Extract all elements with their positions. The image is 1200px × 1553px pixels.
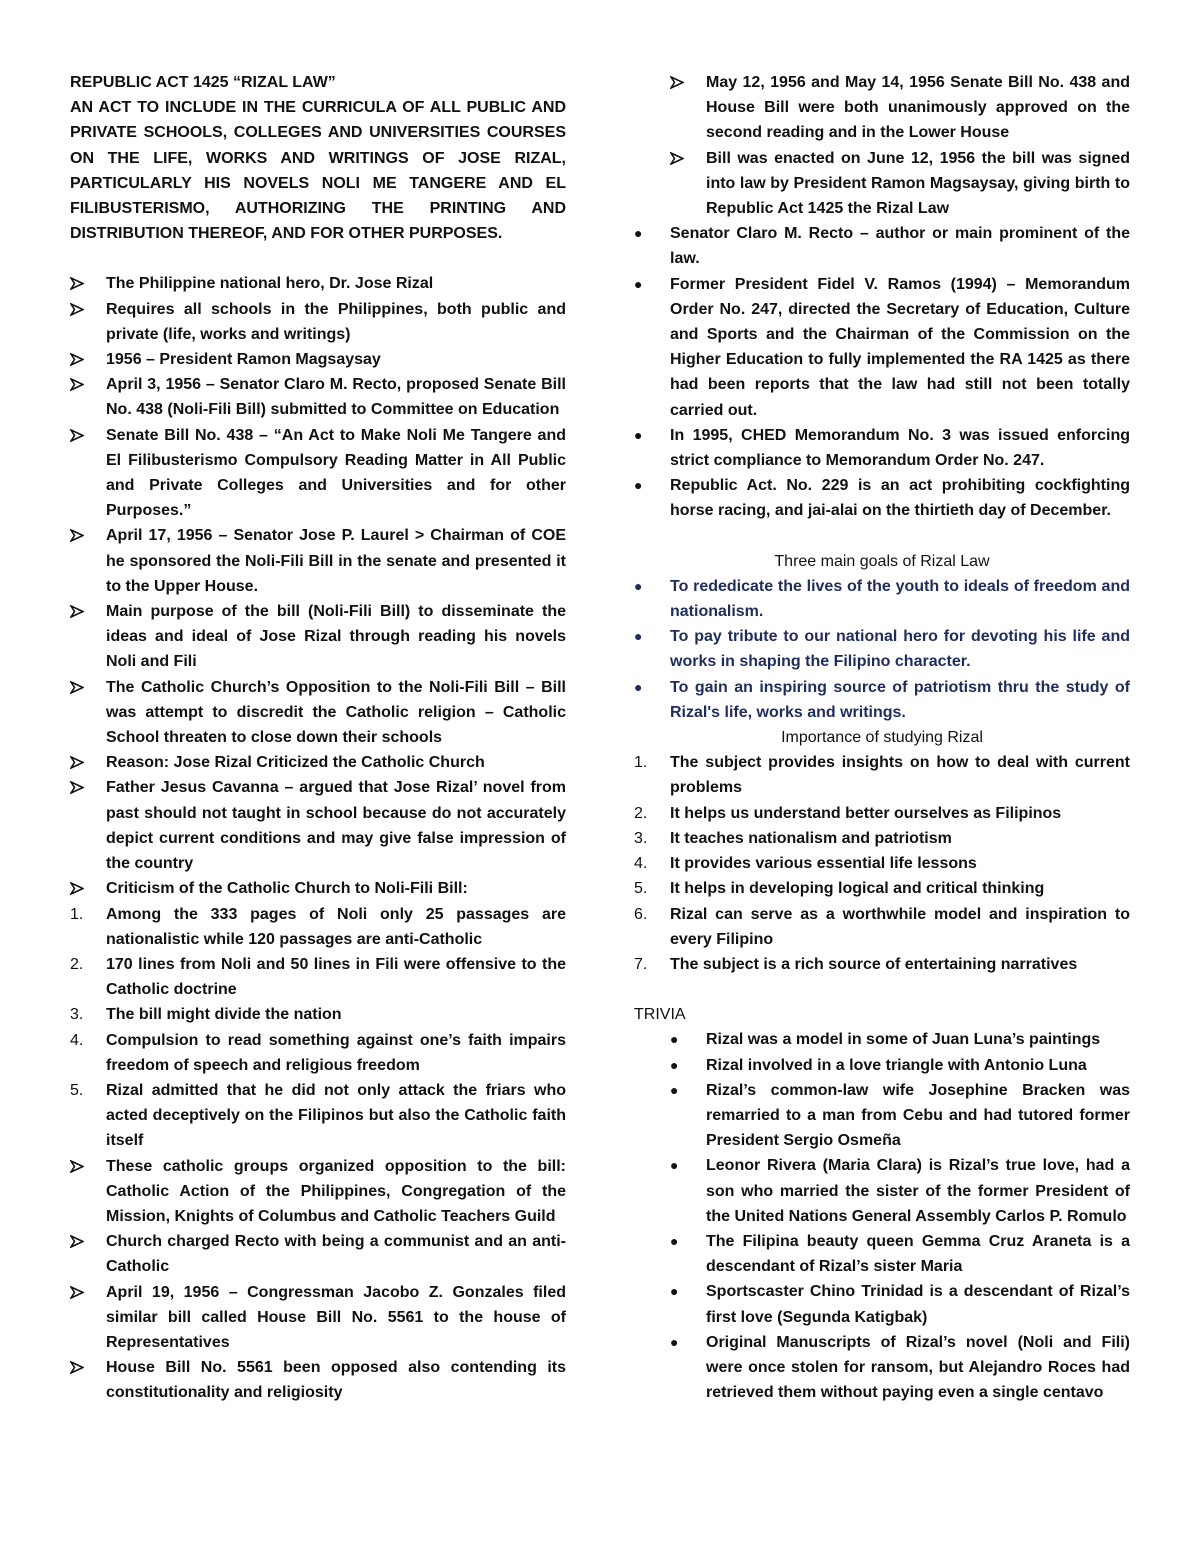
round-bullet-icon: ● [670,1157,679,1174]
list-item-text: May 12, 1956 and May 14, 1956 Senate Bill No. 438 and House Bill were both unanimously approved on the second reading and in the Lower House [706,74,1130,142]
list-item [70,1229,566,1279]
list-item [70,1078,566,1154]
list-item-text: The subject provides insights on how to deal with current problems [670,754,1130,797]
list-number: 1. [70,905,84,923]
enactment-arrow-list [670,70,1130,221]
list-item [70,271,566,296]
goals-bullet-list [634,574,1130,725]
list-number: 4. [70,1031,84,1049]
list-item-text: April 3, 1956 – Senator Claro M. Recto, proposed Senate Bill No. 438 (Noli-Fili Bill) submitted to Committee on Education [106,376,566,419]
list-number: 3. [70,1006,84,1024]
list-item-text: Criticism of the Catholic Church to Noli-Fili Bill: [106,880,468,898]
arrow-bullet-icon [70,1355,84,1374]
list-item [634,851,1130,876]
history-arrow-list-continued [70,1154,566,1406]
round-bullet-icon: ● [634,275,643,292]
list-item [634,624,1130,674]
list-item-text: The subject is a rich source of entertaining narratives [670,955,1078,973]
list-item [670,1279,1130,1329]
list-item [634,801,1130,826]
list-number: 5. [634,880,648,898]
arrow-bullet-icon [70,599,84,618]
list-item [634,876,1130,901]
list-item-text: It helps in developing logical and critical thinking [670,880,1045,898]
list-item-text: Leonor Rivera (Maria Clara) is Rizal’s true love, had a son who married the sister of the former President of the United Nations General Assembly Carlos P. Romulo [706,1157,1130,1225]
round-bullet-icon: ● [670,1283,679,1300]
document-subtitle: AN ACT TO INCLUDE IN THE CURRICULA OF ALL PUBLIC AND PRIVATE SCHOOLS, COLLEGES AND UNIVERSITIES COURSES ON THE LIFE, WORKS AND WRITINGS OF JOSE RIZAL, PARTICULARLY HIS NOVELS NOLI ME TANGERE AND EL FILIBUSTERISMO, AUTHORIZING THE PRINTING AND DISTRIBUTION THEREOF, AND FOR OTHER PURPOSES. [70,99,566,243]
arrow-bullet-icon [70,523,84,542]
list-item [670,1078,1130,1154]
implementation-bullet-list [634,221,1130,523]
trivia-heading: TRIVIA [634,1006,686,1024]
round-bullet-icon: ● [634,426,643,443]
round-bullet-icon: ● [634,477,643,494]
list-item-text: Requires all schools in the Philippines, both public and private (life, works and writings) [106,300,566,343]
list-item [670,146,1130,222]
list-item [634,423,1130,473]
list-item [634,473,1130,523]
list-item-text: The Philippine national hero, Dr. Jose Rizal [106,275,434,293]
list-item [70,372,566,422]
importance-numbered-list [634,750,1130,977]
list-item-text: Original Manuscripts of Rizal’s novel (Noli and Fili) were once stolen for ransom, but Alejandro Roces had retrieved them without paying even a single centavo [706,1333,1130,1402]
arrow-bullet-icon [70,750,84,769]
list-item [634,574,1130,624]
list-item-text: To gain an inspiring source of patriotism thru the study of Rizal's life, works and writings. [670,678,1130,721]
list-item [634,272,1130,423]
round-bullet-icon: ● [634,678,643,695]
list-item-text: In 1995, CHED Memorandum No. 3 was issued enforcing strict compliance to Memorandum Order No. 247. [670,426,1130,470]
list-number: 6. [634,905,648,923]
list-item [670,1229,1130,1279]
list-item-text: These catholic groups organized opposition to the bill: Catholic Action of the Philippines, Congregation of the Mission, Knights of Columbus and Catholic Teachers Guild [106,1157,566,1225]
document-title: REPUBLIC ACT 1425 “RIZAL LAW” [70,74,336,91]
spacer [634,977,1130,1002]
list-item [634,675,1130,725]
list-number: 3. [634,829,648,847]
list-item-text: Republic Act. No. 229 is an act prohibiting cockfighting horse racing, and jai-alai on the thirtieth day of December. [670,477,1130,520]
list-item-text: Rizal admitted that he did not only attack the friars who acted deceptively on the Filipinos but also the Catholic faith itself [106,1081,566,1150]
list-item-text: Church charged Recto with being a communist and an anti-Catholic [106,1233,566,1276]
list-item-text: Rizal involved in a love triangle with Antonio Luna [706,1056,1087,1074]
right-column [634,70,1130,1405]
list-item-text: April 17, 1956 – Senator Jose P. Laurel > Chairman of COE he sponsored the Noli-Fili Bill in the senate and presented it to the Upper House. [106,527,566,595]
list-item-text: Rizal was a model in some of Juan Luna’s paintings [706,1031,1101,1049]
arrow-bullet-icon [70,1229,84,1248]
arrow-bullet-icon [70,675,84,694]
list-number: 2. [70,955,84,973]
list-item [634,221,1130,271]
list-item-text: To rededicate the lives of the youth to ideals of freedom and nationalism. [670,577,1130,621]
round-bullet-icon: ● [670,1232,679,1249]
trivia-bullet-list [634,1027,1130,1405]
list-item [670,1027,1130,1052]
round-bullet-icon: ● [634,225,643,242]
list-number: 5. [70,1081,84,1099]
list-item [70,1002,566,1027]
arrow-bullet-icon [70,876,84,895]
list-item [634,750,1130,800]
round-bullet-icon: ● [634,577,643,594]
list-item-text: Rizal’s common-law wife Josephine Bracken was remarried to a man from Cebu and had tutored former President Sergio Osmeña [706,1081,1130,1150]
list-item [70,675,566,751]
list-item [70,876,566,901]
list-number: 1. [634,754,648,772]
round-bullet-icon: ● [670,1081,679,1098]
list-item-text: Senator Claro M. Recto – author or main prominent of the law. [670,225,1130,268]
list-item [670,70,1130,146]
list-item-text: Former President Fidel V. Ramos (1994) – Memorandum Order No. 247, directed the Secretary of Education, Culture and Sports and the Chairman of the Commission on the Higher Education to fully implemented the RA 1425 as there had been reports that the law had still not been totally carried out. [670,275,1130,419]
round-bullet-icon: ● [670,1056,679,1073]
importance-heading: Importance of studying Rizal [781,729,983,747]
list-item-text: The bill might divide the nation [106,1006,342,1024]
spacer [70,246,566,271]
list-item-text: It provides various essential life lessons [670,855,977,873]
list-number: 7. [634,955,648,973]
list-item [670,1330,1130,1406]
list-item [634,952,1130,977]
list-item [70,1154,566,1230]
list-item-text: It teaches nationalism and patriotism [670,829,952,847]
list-item-text: Rizal can serve as a worthwhile model and inspiration to every Filipino [670,905,1130,948]
arrow-bullet-icon [70,1280,84,1299]
list-item [634,902,1130,952]
list-item [70,1280,566,1356]
arrow-bullet-icon [70,297,84,316]
list-number: 2. [634,804,648,822]
list-item [70,297,566,347]
list-item [70,1355,566,1405]
arrow-bullet-icon [70,271,84,290]
spacer [634,524,1130,549]
list-item [70,902,566,952]
list-item-text: April 19, 1956 – Congressman Jacobo Z. Gonzales filed similar bill called House Bill No. 5561 to the house of Representatives [106,1283,566,1351]
left-column [70,70,566,1406]
arrow-bullet-icon [70,1154,84,1173]
list-item-text: The Filipina beauty queen Gemma Cruz Araneta is a descendant of Rizal’s sister Maria [706,1232,1130,1276]
goals-heading: Three main goals of Rizal Law [774,552,990,570]
list-item [70,347,566,372]
criticism-numbered-list [70,902,566,1154]
list-item-text: It helps us understand better ourselves as Filipinos [670,804,1062,822]
list-item [70,599,566,675]
arrow-bullet-icon [70,423,84,442]
list-item-text: To pay tribute to our national hero for devoting his life and works in shaping the Filipino character. [670,628,1130,671]
arrow-bullet-icon [670,146,684,165]
round-bullet-icon: ● [670,1333,679,1350]
list-item-text: Compulsion to read something against one’s faith impairs freedom of speech and religious freedom [106,1031,566,1074]
arrow-bullet-icon [70,347,84,366]
list-item-text: Father Jesus Cavanna – argued that Jose Rizal’ novel from past should not taught in school because do not accurately depict current conditions and may give false impression of the country [106,779,566,873]
list-item-text: Bill was enacted on June 12, 1956 the bill was signed into law by President Ramon Magsaysay, giving birth to Republic Act 1425 the Rizal Law [706,149,1130,218]
list-item [670,1153,1130,1229]
arrow-bullet-icon [670,70,684,89]
list-item-text: 170 lines from Noli and 50 lines in Fili were offensive to the Catholic doctrine [106,955,566,999]
list-item-text: Reason: Jose Rizal Criticized the Catholic Church [106,754,485,772]
list-item [634,826,1130,851]
list-item [70,1028,566,1078]
list-item-text: Sportscaster Chino Trinidad is a descendant of Rizal’s first love (Segunda Katigbak) [706,1283,1130,1326]
list-item [670,1053,1130,1078]
round-bullet-icon: ● [670,1031,679,1048]
list-item [70,750,566,775]
list-item-text: Main purpose of the bill (Noli-Fili Bill) to disseminate the ideas and ideal of Jose Rizal through reading his novels Noli and Fili [106,603,566,671]
list-item-text: House Bill No. 5561 been opposed also contending its constitutionality and religiosity [106,1359,566,1402]
list-item-text: The Catholic Church’s Opposition to the Noli-Fili Bill – Bill was attempt to discredit the Catholic religion – Catholic School threaten to close down their schools [106,678,566,747]
list-item [70,775,566,876]
list-item [70,523,566,599]
arrow-bullet-icon [70,775,84,794]
arrow-bullet-icon [70,372,84,391]
list-item-text: Senate Bill No. 438 – “An Act to Make Noli Me Tangere and El Filibusterismo Compulsory Reading Matter in All Public and Private Colleges and Universities and for other Purposes.” [106,426,566,520]
list-number: 4. [634,855,648,873]
list-item-text: 1956 – President Ramon Magsaysay [106,351,381,369]
round-bullet-icon: ● [634,628,643,645]
history-arrow-list [70,271,566,901]
list-item-text: Among the 333 pages of Noli only 25 passages are nationalistic while 120 passages are anti-Catholic [106,905,566,948]
list-item [70,423,566,524]
list-item [70,952,566,1002]
